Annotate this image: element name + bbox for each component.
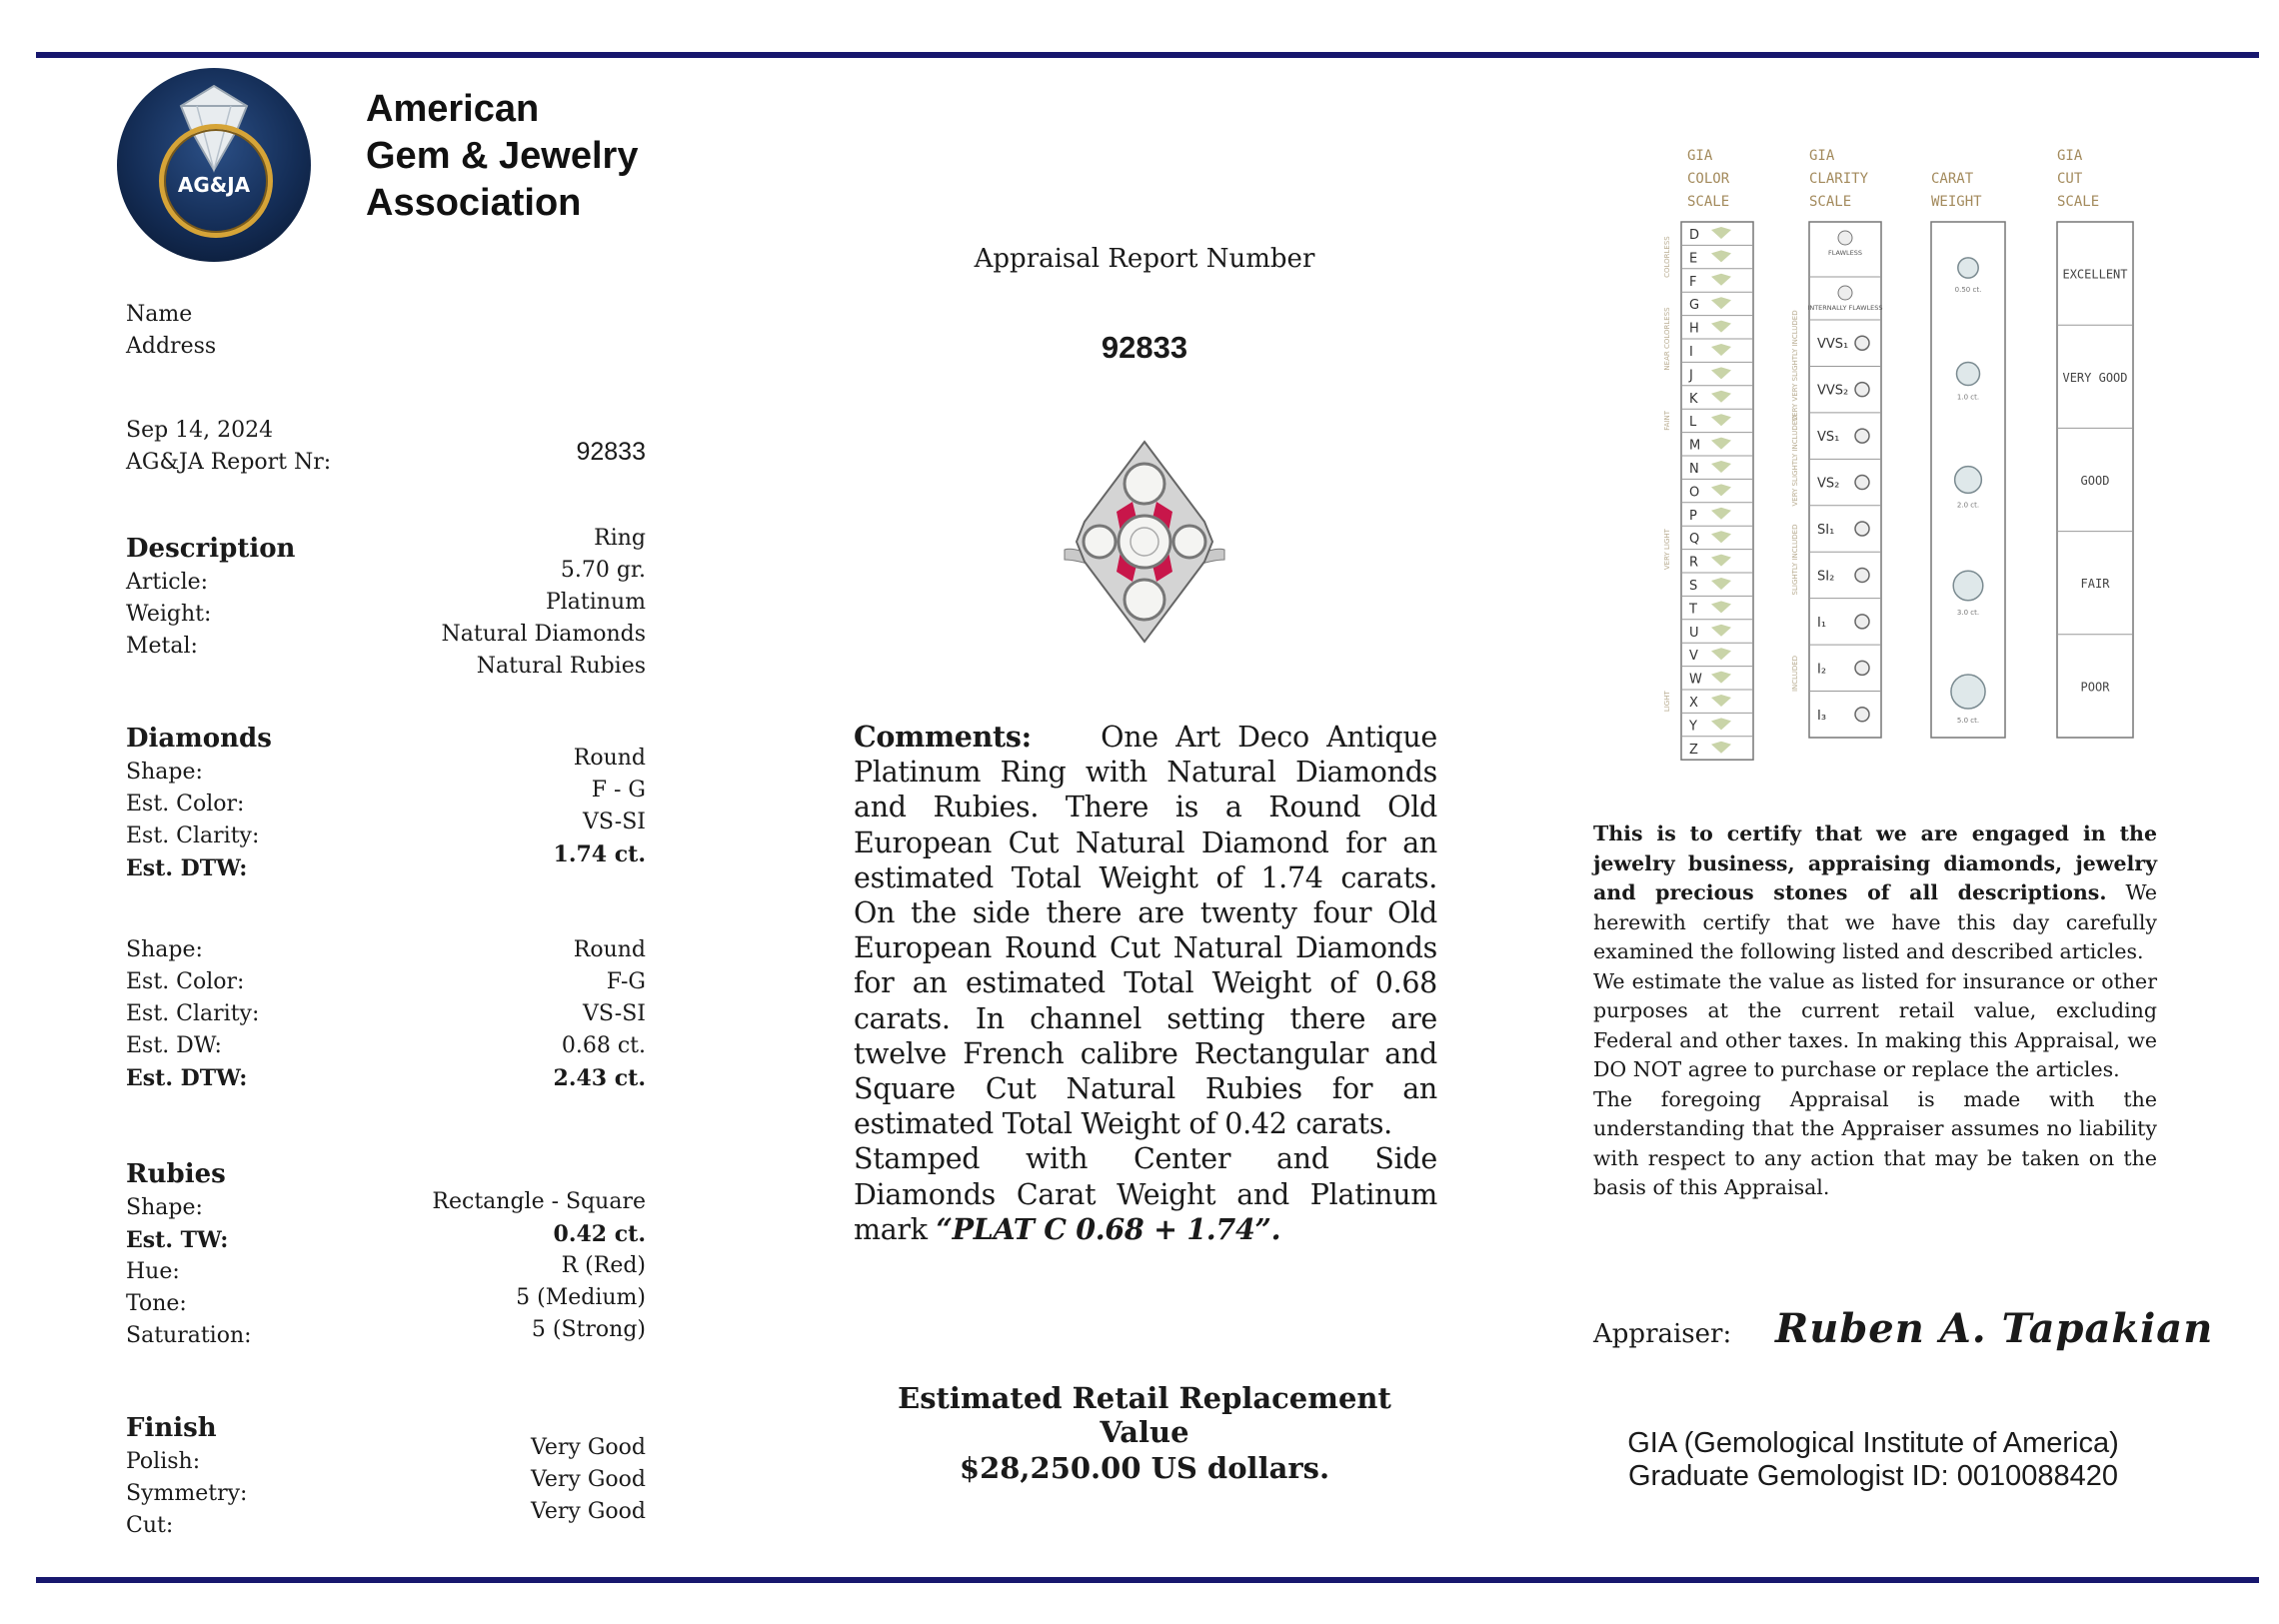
comments-stamp-mark: “PLAT C 0.68 + 1.74”. [936, 1211, 1281, 1246]
comments-block [854, 720, 1437, 1247]
organization-name [366, 86, 638, 227]
diamonds-heading: Diamonds [126, 724, 272, 754]
cut-grade-label: POOR [2080, 680, 2110, 695]
cert-intro-rest: We herewith certify that we have this day carefully examined the following listed and described articles. [1593, 880, 2157, 963]
r-label-hue: Hue: [126, 1259, 180, 1284]
label-weight: Weight: [126, 602, 212, 627]
color-grade-label: G [1689, 298, 1700, 314]
color-diamond-icon [1711, 601, 1731, 613]
color-diamond-icon [1711, 672, 1731, 684]
gia-credential-line2: Graduate Gemologist ID: 0010088420 [1627, 1460, 2119, 1492]
clarity-diamond-icon [1855, 476, 1869, 490]
clarity-grade-label: SI₂ [1817, 569, 1835, 585]
valuation-title: Estimated Retail Replacement Value [898, 1381, 1391, 1449]
d1-label-clarity: Est. Clarity: [126, 823, 260, 848]
report-nr-label: AG&JA Report Nr: [126, 450, 332, 475]
color-grade-label: Q [1689, 532, 1700, 548]
carat-diamond-icon [1958, 258, 1978, 278]
clarity-title-1: GIA [1809, 148, 1835, 164]
r-value-saturation: 5 (Strong) [531, 1317, 646, 1342]
color-diamond-icon [1711, 414, 1731, 426]
d1-label-shape: Shape: [126, 760, 203, 785]
color-title-2: COLOR [1687, 171, 1730, 187]
clarity-diamond-icon [1855, 615, 1869, 629]
color-diamond-icon [1711, 578, 1731, 590]
r-label-saturation: Saturation: [126, 1323, 252, 1348]
color-grade-label: E [1689, 251, 1698, 267]
color-grade-label: F [1689, 274, 1697, 290]
color-grade-label: V [1689, 649, 1698, 665]
value-stone-1: Natural Diamonds [441, 622, 646, 647]
d2-label-shape: Shape: [126, 937, 203, 962]
carat-title-2: WEIGHT [1931, 194, 1982, 210]
color-grade-label: W [1689, 672, 1702, 688]
clarity-diamond-icon [1855, 383, 1869, 397]
label-article: Article: [126, 570, 209, 595]
color-diamond-icon [1711, 742, 1731, 754]
clarity-grade-label: VS₁ [1817, 430, 1840, 446]
color-diamond-icon [1711, 344, 1731, 356]
label-metal: Metal: [126, 634, 198, 659]
clarity-grade-label: I₁ [1817, 615, 1827, 631]
clarity-diamond-icon [1855, 661, 1869, 675]
color-diamond-icon [1711, 531, 1731, 543]
value-article: Ring [594, 526, 646, 551]
color-diamond-icon [1711, 695, 1731, 707]
report-date: Sep 14, 2024 [126, 418, 274, 443]
color-grade-label: S [1689, 579, 1698, 594]
r-label-tw: Est. TW: [126, 1227, 229, 1253]
color-diamond-icon [1711, 648, 1731, 660]
report-nr-value: 92833 [576, 438, 646, 466]
r-label-shape: Shape: [126, 1195, 203, 1220]
color-grade-label: I [1689, 345, 1693, 360]
description-heading: Description [126, 534, 296, 564]
appraisal-report-title: Appraisal Report Number [974, 244, 1315, 274]
clarity-diamond-icon [1855, 568, 1869, 582]
color-scale-column [1681, 222, 1753, 760]
color-group-labels [1663, 236, 1671, 712]
carat-weight-label: 3.0 ct. [1956, 608, 1980, 617]
value-stone-2: Natural Rubies [476, 654, 646, 679]
color-diamond-icon [1711, 508, 1731, 520]
color-diamond-icon [1711, 438, 1731, 450]
color-grade-label: P [1689, 508, 1697, 524]
f-label-polish: Polish: [126, 1449, 201, 1474]
clarity-grade-label: I₂ [1817, 662, 1827, 678]
d2-value-dtw: 2.43 ct. [553, 1065, 646, 1091]
f-value-cut: Very Good [531, 1499, 646, 1524]
color-title-1: GIA [1687, 148, 1713, 164]
clarity-group-label: SLIGHTLY INCLUDED [1791, 524, 1799, 596]
color-diamond-icon [1711, 367, 1731, 379]
cert-para3: The foregoing Appraisal is made with the understanding that the Appraiser assumes no liability with respect to any action that may be taken on the basis of this Appraisal. [1593, 1086, 2157, 1199]
d1-value-dtw: 1.74 ct. [553, 841, 646, 867]
color-diamond-icon [1711, 391, 1731, 403]
color-grade-label: H [1689, 321, 1699, 337]
clarity-grade-label: VS₂ [1817, 476, 1840, 492]
d1-label-dtw: Est. DTW: [126, 855, 248, 881]
color-diamond-icon [1711, 250, 1731, 262]
finish-heading: Finish [126, 1413, 217, 1443]
carat-weight-label: 1.0 ct. [1956, 393, 1980, 402]
d2-label-color: Est. Color: [126, 969, 245, 994]
d2-label-clarity: Est. Clarity: [126, 1001, 260, 1026]
comments-body: One Art Deco Antique Platinum Ring with Natural Diamonds and Rubies. There is a Round Old European Cut Natural Diamond for an estimated Total Weight of 1.74 carats. On the side there are twenty four Old European Round Cut Natural Diamonds for an estimated Total Weight of 0.68 carats. In channel setting there are twelve French calibre Rectangular and Square Cut Natural Rubies for an estimated Total Weight of 0.42 carats. [854, 721, 1437, 1141]
d2-value-shape: Round [573, 937, 646, 962]
valuation-amount: $28,250.00 US dollars. [959, 1451, 1330, 1485]
color-grade-label: U [1689, 625, 1699, 641]
appraisal-report-number: 92833 [1101, 330, 1188, 365]
d2-value-clarity: VS-SI [583, 1001, 646, 1026]
cut-grade-label: FAIR [2080, 577, 2110, 592]
clarity-grade-label: SI₁ [1817, 523, 1835, 538]
color-group-label: VERY LIGHT [1663, 529, 1671, 571]
color-grade-label: D [1689, 228, 1700, 243]
color-grade-label: M [1689, 438, 1701, 454]
color-diamond-icon [1711, 461, 1731, 473]
carat-weight-column [1931, 222, 2005, 738]
clarity-diamond-icon [1855, 708, 1869, 722]
certification-text [1593, 819, 2157, 1203]
clarity-diamond-icon [1855, 522, 1869, 536]
color-grade-label: O [1689, 485, 1700, 501]
cut-title-2: CUT [2057, 171, 2083, 187]
f-value-polish: Very Good [531, 1435, 646, 1460]
d1-value-color: F - G [591, 778, 646, 803]
gia-scales-chart [1649, 140, 2149, 780]
bottom-border [36, 1577, 2259, 1583]
color-diamond-icon [1711, 555, 1731, 567]
d1-value-clarity: VS-SI [583, 810, 646, 834]
color-diamond-icon [1711, 625, 1731, 637]
ring-photo-icon [1055, 432, 1234, 652]
name-label: Name [126, 302, 193, 327]
cut-title-3: SCALE [2057, 194, 2100, 210]
org-name-line: Gem & Jewelry [366, 135, 639, 177]
rubies-heading: Rubies [126, 1159, 226, 1189]
r-value-tw: 0.42 ct. [553, 1221, 646, 1247]
color-group-label: COLORLESS [1663, 236, 1671, 278]
r-label-tone: Tone: [126, 1291, 187, 1316]
org-name-line: American [366, 88, 540, 130]
color-title-3: SCALE [1687, 194, 1730, 210]
logo-initials: AG&JA [177, 173, 251, 197]
d2-value-dw: 0.68 ct. [561, 1033, 646, 1058]
clarity-grade-label: FLAWLESS [1827, 249, 1863, 257]
carat-diamond-icon [1957, 363, 1980, 386]
color-grade-label: Z [1689, 742, 1698, 758]
cut-grade-label: GOOD [2080, 474, 2110, 488]
comments-stamp-text: Stamped with Center and Side Diamonds Carat Weight and Platinum mark [854, 1142, 1437, 1246]
clarity-title-3: SCALE [1809, 194, 1852, 210]
clarity-group-label: VERY VERY SLIGHTLY INCLUDED [1791, 310, 1799, 422]
d2-label-dw: Est. DW: [126, 1033, 222, 1058]
clarity-scale-column [1807, 222, 1882, 738]
color-grade-label: T [1689, 602, 1697, 618]
clarity-group-label: VERY SLIGHTLY INCLUDED [1791, 415, 1799, 507]
d1-value-shape: Round [573, 746, 646, 771]
color-diamond-icon [1711, 227, 1731, 239]
carat-weight-label: 5.0 ct. [1956, 717, 1980, 726]
carat-diamond-icon [1951, 675, 1985, 709]
color-group-label: LIGHT [1663, 691, 1671, 713]
carat-title-1: CARAT [1931, 171, 1974, 187]
carat-weight-label: 2.0 ct. [1956, 501, 1980, 510]
clarity-grade-label: VVS₁ [1817, 337, 1849, 353]
clarity-diamond-icon [1838, 231, 1852, 245]
r-value-tone: 5 (Medium) [516, 1285, 646, 1310]
cut-grade-label: EXCELLENT [2062, 267, 2128, 282]
color-diamond-icon [1711, 321, 1731, 333]
appraiser-signature: Ruben A. Tapakian [1775, 1305, 2214, 1352]
carat-diamond-icon [1953, 571, 1983, 601]
color-group-label: NEAR COLORLESS [1663, 307, 1671, 371]
color-grade-label: L [1689, 415, 1697, 431]
carat-weight-label: 0.50 ct. [1954, 286, 1982, 295]
color-grade-label: K [1689, 391, 1698, 407]
r-value-shape: Rectangle - Square [432, 1189, 646, 1214]
clarity-grade-label: VVS₂ [1817, 383, 1849, 399]
org-name-line: Association [366, 182, 582, 224]
color-diamond-icon [1711, 297, 1731, 309]
appraiser-label: Appraiser: [1593, 1319, 1732, 1349]
address-label: Address [126, 334, 217, 359]
gia-credential-line1: GIA (Gemological Institute of America) [1627, 1427, 2119, 1459]
clarity-diamond-icon [1838, 286, 1852, 300]
color-grade-label: X [1689, 696, 1698, 711]
color-grade-label: J [1689, 368, 1693, 384]
color-diamond-icon [1711, 274, 1731, 286]
comments-label: Comments: [854, 720, 1032, 754]
association-logo [117, 68, 311, 262]
clarity-group-label: INCLUDED [1791, 655, 1799, 693]
color-grade-label: R [1689, 555, 1699, 571]
clarity-grade-label: I₃ [1817, 708, 1827, 724]
carat-diamond-icon [1955, 467, 1982, 494]
clarity-grade-label: INTERNALLY FLAWLESS [1807, 304, 1883, 312]
clarity-group-labels [1791, 310, 1799, 692]
color-grade-label: Y [1689, 719, 1697, 735]
cut-title-1: GIA [2057, 148, 2083, 164]
cert-para2: We estimate the value as listed for insurance or other purposes at the current retail value, excluding Federal and other taxes. In making this Appraisal, we DO NOT agree to purchase or replace the articles. [1593, 968, 2157, 1081]
d1-label-color: Est. Color: [126, 792, 245, 816]
color-grade-label: N [1689, 462, 1699, 477]
value-metal: Platinum [545, 590, 646, 615]
cert-bold-intro: This is to certify that we are engaged in the jewelry business, appraising diamonds, jewelry and precious stones of all descriptions. [1593, 821, 2157, 904]
clarity-diamond-icon [1855, 429, 1869, 443]
f-value-symmetry: Very Good [531, 1467, 646, 1492]
f-label-cut: Cut: [126, 1513, 174, 1538]
cut-grade-label: VERY GOOD [2062, 370, 2128, 385]
cut-scale-column [2057, 222, 2133, 738]
d2-value-color: F-G [606, 969, 646, 994]
color-group-label: FAINT [1663, 411, 1671, 431]
top-border [36, 52, 2259, 58]
d2-label-dtw: Est. DTW: [126, 1065, 248, 1091]
f-label-symmetry: Symmetry: [126, 1481, 248, 1506]
value-weight: 5.70 gr. [560, 558, 646, 583]
r-value-hue: R (Red) [561, 1253, 646, 1278]
clarity-title-2: CLARITY [1809, 171, 1869, 187]
color-diamond-icon [1711, 718, 1731, 730]
clarity-diamond-icon [1855, 336, 1869, 350]
color-diamond-icon [1711, 484, 1731, 496]
